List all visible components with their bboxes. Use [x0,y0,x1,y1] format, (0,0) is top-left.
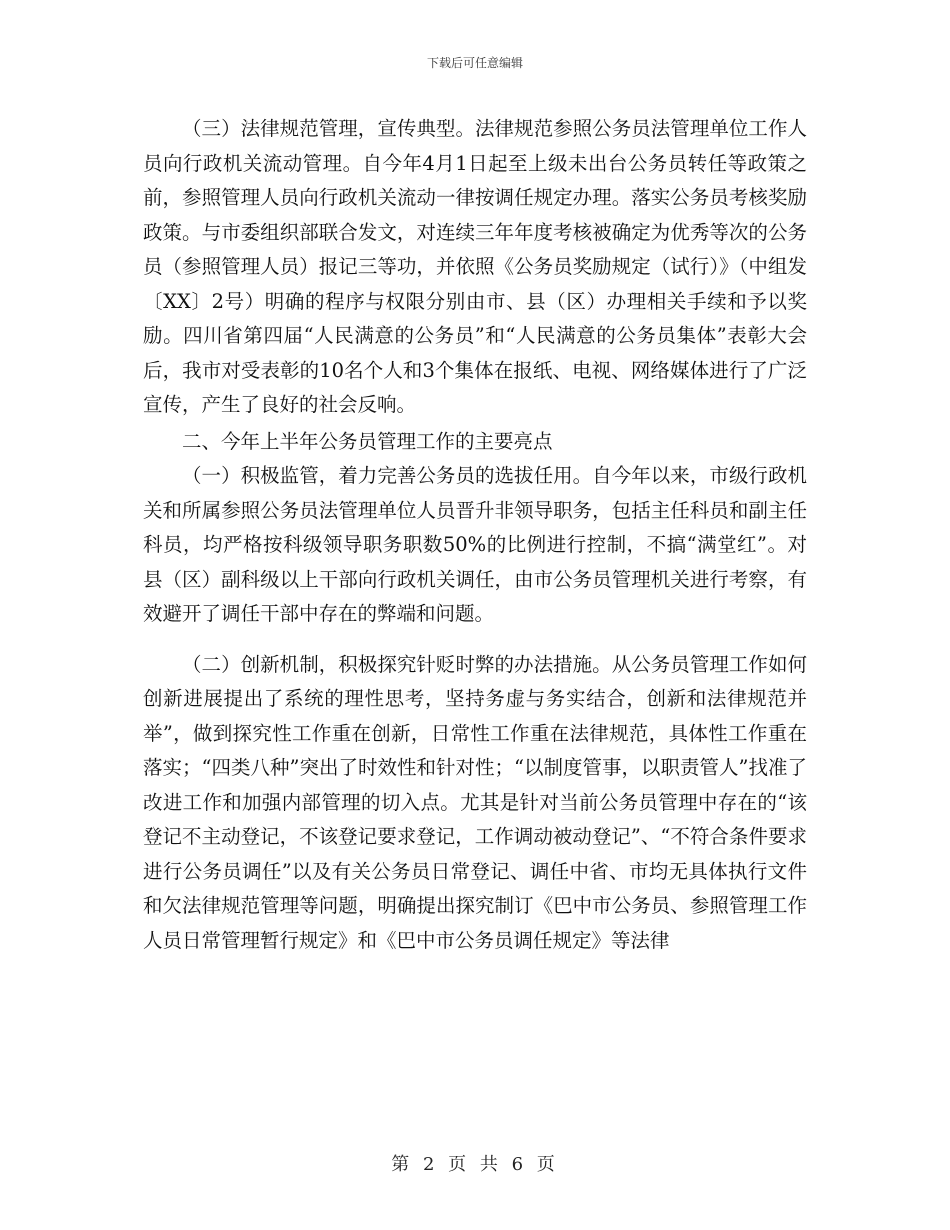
page-header: 下载后可任意编辑 [426,56,523,70]
paragraph-legal-management: （三）法律规范管理，宣传典型。法律规范参照公务员法管理单位工作人员向行政机关流动管理。自今年4月1日起至上级未出台公务员转任等政策之前，参照管理人员向行政机关流动一律按调任规定办理。落实公务员考核奖励政策。与市委组织部联合发文，对连续三年年度考核被确定为优秀等次的公务员（参照管理人员）报记三等功，并依照《公务员奖励规定（试行）》（中组发〔XX〕2号）明确的程序与权限分别由市、县（区）办理相关手续和予以奖励。四川省第四届“人民满意的公务员”和“人民满意的公务员集体”表彰大会后，我市对受表彰的10名个人和3个集体在报纸、电视、网络媒体进行了广泛宣传，产生了良好的社会反响。 [143,117,807,416]
paragraph-supervision: （一）积极监管，着力完善公务员的选拔任用。自今年以来，市级行政机关和所属参照公务员法管理单位人员晋升非领导职务，包括主任科员和副主任科员，均严格按科级领导职务职数50%的比例进行控制，不搞“满堂红”。对县（区）副科级以上干部向行政机关调任，由市公务员管理机关进行考察，有效避开了调任干部中存在的弊端和问题。 [143,464,807,625]
section-heading-highlights: 二、今年上半年公务员管理工作的主要亮点 [182,429,553,453]
page-number-footer: 第 2 页 共 6 页 [391,1154,559,1175]
document-body [143,112,807,958]
paragraph-innovation: （二）创新机制，积极探究针贬时弊的办法措施。从公务员管理工作如何创新进展提出了系统的理性思考，坚持务虚与务实结合，创新和法律规范并举”，做到探究性工作重在创新，日常性工作重在法律规范，具体性工作重在落实；“四类八种”突出了时效性和针对性；“以制度管事，以职责管人”找准了改进工作和加强内部管理的切入点。尤其是针对当前公务员管理中存在的“该登记不主动登记，不该登记要求登记，工作调动被动登记”、“不符合条件要求进行公务员调任”以及有关公务员日常登记、调任中省、市均无具体执行文件和欠法律规范管理等问题，明确提出探究制订《巴中市公务员、参照管理工作人员日常管理暂行规定》和《巴中市公务员调任规定》等法律 [143,652,807,952]
